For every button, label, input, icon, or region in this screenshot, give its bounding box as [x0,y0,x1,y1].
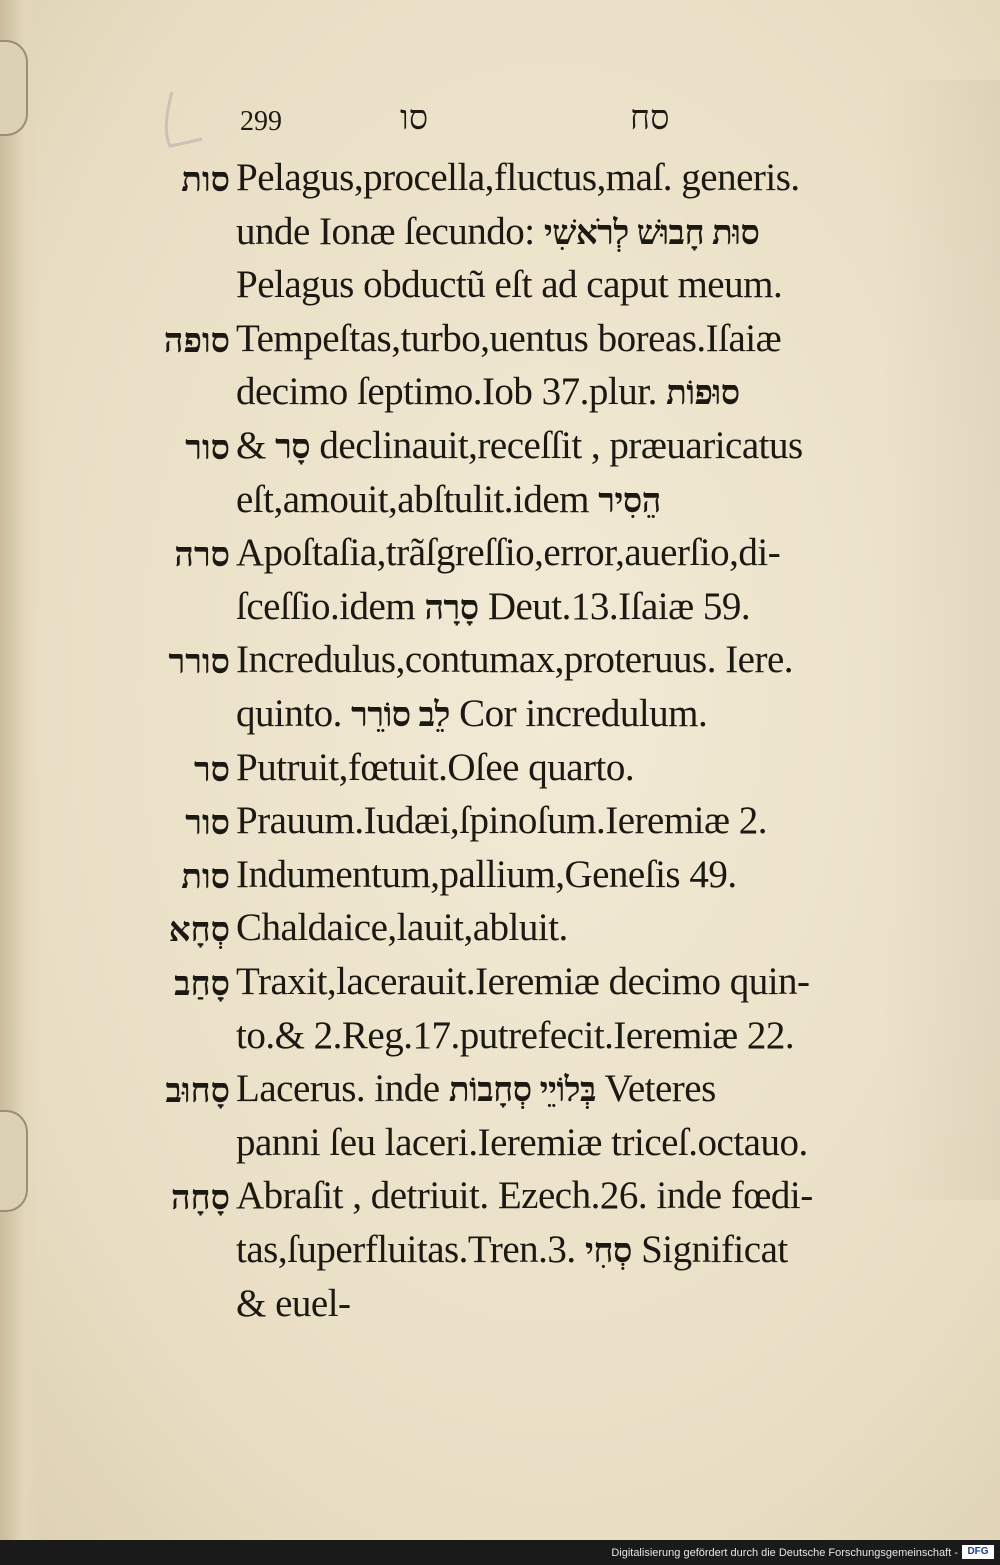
footer-bar [0,1540,1000,1565]
latin-text: Deut.13.Iſaiæ 59. [478,584,751,628]
entry-line [236,906,568,950]
latin-text: to.& 2.Reg.17.putrefecit.Ieremiæ 22. [236,1013,795,1057]
dfg-logo-icon: DFG [962,1545,994,1559]
hebrew-lemma: סור [185,805,230,843]
latin-text: Traxit,lacerauit.Ieremiæ decimo quin- [236,960,810,1003]
entry-line [236,158,800,197]
latin-text: Significat [631,1228,788,1271]
entry-line [236,1281,351,1325]
hebrew-text: הֵסִיר [598,482,661,520]
entry-line [236,477,661,521]
entry-line [236,316,782,360]
latin-text: Pelagus obductũ eſt ad caput meum. [236,263,783,307]
hebrew-lemma: סרה [174,537,230,575]
latin-text: ſceſſio.idem [236,584,425,628]
latin-text: panni ſeu laceri.Ieremiæ triceſ.octauo. [236,1120,808,1164]
hebrew-lemma: סור [185,430,230,467]
hebrew-lemma: סות [181,162,230,199]
hebrew-lemma: סְחָא [168,912,230,950]
latin-text: Incredulus,contumax,proteruus. Iere. [236,638,794,682]
latin-text: Abraſit , detriuit. Ezech.26. inde fœdi- [236,1174,813,1218]
hebrew-text: סָרָה [424,589,479,627]
latin-text: decimo ſeptimo.Iob 37.plur. [236,370,667,414]
latin-text: & euel- [236,1281,351,1325]
latin-text: unde Ionæ ſecundo: [236,209,544,253]
page-number: 299 [240,106,282,137]
latin-text: Chaldaice,lauit,abluit. [236,906,568,950]
entry-line [236,638,794,682]
hebrew-lemma: סות [181,858,230,896]
entry-line [236,962,810,1001]
hebrew-lemma: סר [193,751,230,789]
hebrew-text: סוּת חָבוּשׁ לְרֹאשִׁי [543,214,760,252]
latin-text: Apoſtaſia,trãſgreſſio,error,auerſio,di- [236,531,781,575]
entry-line [236,799,768,843]
latin-text: Indumentum,pallium,Geneſis 49. [236,852,737,896]
entry-line [236,370,740,414]
entry-line [236,1067,716,1111]
latin-text: Putruit,fœtuit.Oſee quarto. [236,745,635,789]
running-head-right: סח [630,100,670,137]
entry-line [236,531,781,575]
latin-text: & [236,424,276,467]
entry-line [236,745,635,789]
hebrew-text: סָר [275,429,311,466]
entry-line [236,584,751,628]
latin-text: Cor incredulum. [449,692,708,735]
entry-line [236,263,783,307]
latin-text: Prauum.Iudæi,ſpinoſum.Ieremiæ 2. [236,799,768,843]
entry-line [236,1013,795,1057]
latin-text: Pelagus,procella,fluctus,maſ. generis. [236,156,800,199]
entry-line [236,426,803,465]
hebrew-lemma: סָחָה [170,1180,230,1218]
entry-line [236,694,707,733]
entry-line [236,852,737,896]
hebrew-text: לֵב סוֹרֵר [351,697,450,734]
entry-line [236,1230,788,1269]
hebrew-lemma: סָחוּב [165,1073,230,1111]
latin-text: Tempeſtas,turbo,uentus boreas.Iſaiæ [236,316,782,360]
hebrew-lemma: סופה [163,322,230,360]
hebrew-text: סוּפוֹת [666,375,740,413]
latin-text: quinto. [236,692,352,735]
hebrew-text: סְחִי [584,1233,632,1270]
hebrew-text: בְּלוֹיֵי סְחָבוֹת [448,1072,596,1110]
footer-credit: Digitalisierung gefördert durch die Deutsche Forschungsgemeinschaft - [611,1547,958,1559]
latin-text: eſt,amouit,abſtulit.idem [236,477,599,521]
latin-text: tas,ſuperfluitas.Tren.3. [236,1228,585,1271]
running-head-left: סו [400,100,429,137]
entry-line [236,1174,813,1218]
entry-line [236,1120,808,1164]
hebrew-lemma: סורר [168,644,230,682]
entry-line [236,209,760,253]
latin-text: Lacerus. inde [236,1067,449,1111]
latin-text: declinauit,receſſit , præuaricatus [310,424,803,467]
hebrew-lemma: סָחַב [174,966,230,1003]
latin-text: Veteres [595,1067,716,1111]
